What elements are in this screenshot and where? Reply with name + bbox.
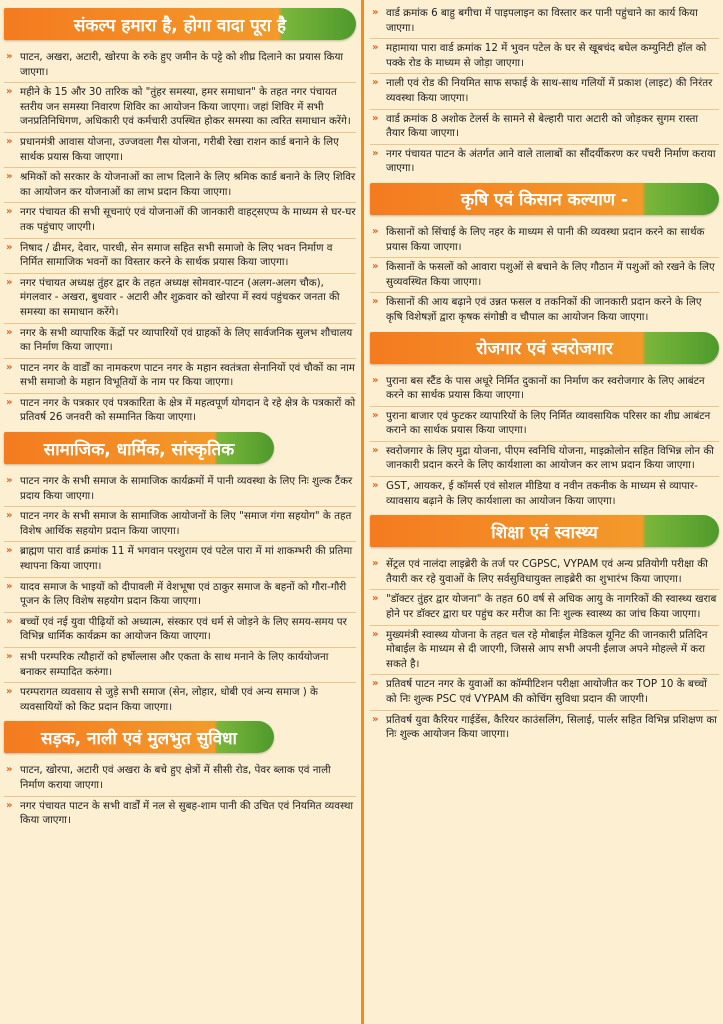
list-item-text: सेंट्रल एवं नालंदा लाइब्रेरी के तर्ज पर CGPSC, VYPAM एवं अन्य प्रतियोगी परीक्षा की तैयारी कर रहे युवाओं के लिए सर्वसुविधायुक्त लाइब्रेरी का शुभारंभ किया जाएगा। bbox=[386, 558, 708, 585]
list-item-text: किसानों की आय बढ़ाने एवं उन्नत फसल व तकनिकों की जानकारी प्रदान करने के लिए कृषि विशेषज्ञों द्वारा कृषक संगोष्ठी व चौपाल का आयोजन किया जाएगा। bbox=[386, 296, 702, 323]
bullet-icon: » bbox=[6, 396, 13, 408]
list-item-text: महीने के 15 और 30 तारिक को "तुंहर समस्या, हमर समाधान" के तहत नगर पंचायत स्तरीय जन समस्या निवारण शिविर का आयोजन किया जाएगा। जहां शिविर में सभी जनप्रतिनिधिगण, अधिकारी एवं कर्मचारी उपस्थित होकर समस्या का त्वरित समाधान करेंगे। bbox=[20, 86, 351, 128]
employment-list bbox=[370, 372, 719, 512]
bullet-icon: » bbox=[372, 296, 379, 308]
bullet-icon: » bbox=[372, 42, 379, 54]
list-item-text: महामाया पारा वार्ड क्रमांक 12 में भुवन पटेल के घर से खूबचंद बघेल कम्युनिटी हॉल को पक्के रोड के माध्यम से जोड़ा जाएगा। bbox=[386, 42, 707, 69]
list-item-text: किसानों के फसलों को आवारा पशुओं से बचाने के लिए गौठान में पशुओं को रखने के लिए सुव्यवस्थित किया जाएगा। bbox=[386, 261, 715, 288]
list-item bbox=[4, 239, 356, 274]
section-heading-promise bbox=[4, 8, 356, 40]
list-item bbox=[4, 472, 356, 507]
bullet-icon: » bbox=[6, 799, 13, 811]
list-item-text: परम्परागत व्यवसाय से जुड़े सभी समाज (सेन, लोहार, धोबी एवं अन्य समाज ) के व्यवसायियों को किट प्रदान किया जाएगा। bbox=[20, 686, 318, 713]
list-item-text: बच्चों एवं नई युवा पीढ़ियों को अध्यात्म, संस्कार एवं धर्म से जोड़ने के लिए समय-समय पर विभिन्न धार्मिक कार्यक्रम का आयोजन किया जाएगा। bbox=[20, 615, 347, 643]
social-list bbox=[4, 472, 356, 717]
list-item bbox=[370, 74, 719, 109]
list-item bbox=[4, 542, 356, 577]
promise-list bbox=[4, 48, 356, 428]
list-item-text: मुख्यमंत्री स्वास्थ्य योजना के तहत चल रहे मोबाईल मेडिकल यूनिट की जानकारी प्रतिदिन मोबाईल के माध्यम से दी जाएगी, जिससे आप सभी अपनी ईलाज अपने मोहल्ले में करा सकते है। bbox=[386, 628, 708, 670]
bullet-icon: » bbox=[372, 409, 379, 421]
list-item-text: प्रधानमंत्री आवास योजना, उज्जवला गैस योजना, गरीबी रेखा राशन कार्ड बनाने के लिए सार्थक प्रयास किया जाएगा। bbox=[20, 135, 339, 163]
bullet-icon: » bbox=[6, 276, 13, 288]
list-item-text: नगर पंचायत पाटन के सभी वार्डों में नल से सुबह-शाम पानी की उचित एवं नियमित व्यवस्था किया जाएगा। bbox=[20, 799, 354, 827]
list-item bbox=[4, 359, 356, 394]
list-item-text: GST, आयकर, ई कॉमर्स एवं सोशल मीडिया व नवीन तकनीक के माध्यम से व्यापार-व्यावसाय बढ़ाने के लिए कार्यशाला का आयोजन किया जाएगा। bbox=[386, 480, 698, 507]
list-item bbox=[4, 48, 356, 83]
list-item-text: "डॉक्टर तुंहर द्वार योजना" के तहत 60 वर्ष से अधिक आयु के नागरिकों की स्वास्थ्य खराब होने पर डॉक्टर द्वारा घर पहुंच कर मरीज का निः शुल्क स्वास्थ्य का जांच किया जाएगा। bbox=[386, 593, 717, 621]
list-item-text: वार्ड क्रमांक 6 बाहु बगीचा में पाइपलाइन का विस्तार कर पानी पहुंचाने का कार्य किया जाएगा। bbox=[386, 7, 698, 34]
bullet-icon: » bbox=[372, 374, 379, 386]
list-item bbox=[370, 626, 719, 676]
bullet-icon: » bbox=[372, 628, 379, 640]
list-item bbox=[370, 223, 719, 258]
bullet-icon: » bbox=[6, 326, 13, 338]
list-item bbox=[370, 477, 719, 511]
bullet-icon: » bbox=[6, 171, 13, 183]
list-item bbox=[370, 39, 719, 74]
section-heading-education-health bbox=[370, 515, 719, 547]
list-item-text: किसानों को सिंचाई के लिए नहर के माध्यम से पानी की व्यवस्था प्रदान करने का सार्थक प्रयास किया जाएगा। bbox=[386, 225, 705, 253]
list-item bbox=[4, 648, 356, 683]
list-item-text: पाटन नगर के वार्डों का नामकरण पाटन नगर के महान स्वतंत्रता सेनानियों एवं चौकों का नाम सभी समाजो के महान विभूतियों के नाम पर किया जाएगा। bbox=[20, 361, 355, 389]
section-title: रोजगार एवं स्वरोजगार bbox=[476, 339, 613, 359]
list-item-text: पाटन, अखरा, अटारी, खोरपा के रुके हुए जमीन के पट्टे को शीघ्र दिलाने का प्रयास किया जाएगा। bbox=[20, 51, 344, 78]
section-title: सामाजिक, धार्मिक, सांस्कृतिक bbox=[43, 439, 235, 460]
list-item-text: पाटन, खोरपा, अटारी एवं अखरा के बचे हुए क्षेत्रों में सीसी रोड, पेवर ब्लाक एवं नाली निर्माण कराया जाएगा। bbox=[20, 764, 331, 791]
list-item-text: नगर पंचायत अध्यक्ष तुंहर द्वार के तहत अध्यक्ष सोमवार-पाटन (अलग-अलग चौक), मंगलवार - अखरा, बुधवार - अटारी और शुक्रवार को खोरपा में स्वयं पहुंचकर जनता की समस्या का समाधान करेंगे। bbox=[20, 276, 340, 318]
section-heading-social bbox=[4, 432, 274, 464]
bullet-icon: » bbox=[6, 651, 13, 662]
list-item-text: ब्राह्मण पारा वार्ड क्रमांक 11 में भगवान परशुराम एवं पटेल पारा में मां शाकम्भरी की प्रतिमा स्थापना किया जाएगा। bbox=[20, 545, 353, 573]
list-item bbox=[4, 203, 356, 238]
bullet-icon: » bbox=[372, 480, 379, 492]
list-item-text: पाटन नगर के सभी समाज के सामाजिक कार्यक्रमों में पानी व्यवस्था के लिए निः शुल्क टैंकर प्रदाय किया जाएगा। bbox=[20, 475, 353, 502]
list-item-text: यादव समाज के भाइयों को दीपावली में वेशभूषा एवं ठाकुर समाज के बहनों को गौरा-गौरी पूजन के लिए विशेष सहयोग प्रदान किया जाएगा। bbox=[20, 580, 347, 608]
list-item bbox=[4, 683, 356, 717]
list-item-text: स्वरोजगार के लिए मुद्रा योजना, पीएम स्वनिधि योजना, माइक्रोलोन सहित विभिन्न लोन की जानकारी प्रदान करने के लिए कार्यशाला का आयोजन कर लाभ प्रदान किया जाएगा। bbox=[386, 444, 714, 472]
list-item bbox=[4, 613, 356, 648]
section-heading-employment bbox=[370, 332, 719, 364]
bullet-icon: » bbox=[6, 580, 13, 592]
list-item bbox=[4, 83, 356, 133]
bullet-icon: » bbox=[372, 593, 379, 605]
list-item bbox=[370, 555, 719, 590]
bullet-icon: » bbox=[6, 545, 13, 557]
list-item bbox=[4, 168, 356, 203]
list-item bbox=[4, 507, 356, 542]
bullet-icon: » bbox=[6, 475, 13, 487]
list-item bbox=[370, 4, 719, 39]
bullet-icon: » bbox=[6, 51, 13, 62]
list-item bbox=[370, 407, 719, 442]
list-item bbox=[4, 394, 356, 428]
list-item-text: पुराना बस स्टैंड के पास अधूरे निर्मित दुकानों का निर्माण कर स्वरोजगार के लिए आबंटन करने का सार्थक प्रयास किया जाएगा। bbox=[386, 374, 705, 402]
list-item bbox=[370, 711, 719, 745]
section-heading-roads bbox=[4, 721, 274, 753]
bullet-icon: » bbox=[6, 241, 13, 253]
list-item bbox=[370, 258, 719, 293]
list-item bbox=[370, 145, 719, 179]
bullet-icon: » bbox=[372, 225, 379, 237]
section-title: कृषि एवं किसान कल्याण - bbox=[460, 190, 629, 211]
list-item-text: पाटन नगर के सभी समाज के सामाजिक आयोजनों के लिए "समाज गंगा सहयोग" के तहत विशेष आर्थिक सहयोग प्रदान किया जाएगा। bbox=[20, 510, 352, 537]
bullet-icon: » bbox=[372, 147, 379, 159]
section-title: शिक्षा एवं स्वास्थ्य bbox=[491, 522, 598, 543]
list-item bbox=[4, 274, 356, 324]
bullet-icon: » bbox=[372, 7, 379, 18]
bullet-icon: » bbox=[372, 444, 379, 456]
bullet-icon: » bbox=[372, 713, 379, 725]
list-item bbox=[4, 324, 356, 359]
bullet-icon: » bbox=[372, 678, 379, 690]
list-item bbox=[370, 110, 719, 145]
education-health-list bbox=[370, 555, 719, 745]
right-column bbox=[362, 0, 723, 1024]
list-item bbox=[4, 578, 356, 613]
list-item bbox=[4, 761, 356, 796]
section-title: सड़क, नाली एवं मुलभुत सुविधा bbox=[41, 728, 237, 749]
list-item-text: नगर पंचायत पाटन के अंतर्गत आने वाले तालाबों का सौंदर्यीकरण कर पचरी निर्माण कराया जाएगा। bbox=[386, 147, 716, 175]
list-item bbox=[370, 293, 719, 327]
bullet-icon: » bbox=[6, 206, 13, 218]
list-item-text: वार्ड क्रमांक 8 अशोक टेलर्स के सामने से बेल्हारी पारा अटारी को जोड़कर सुगम रास्ता तैयार किया जाएगा। bbox=[386, 112, 699, 140]
bullet-icon: » bbox=[6, 510, 13, 522]
list-item-text: श्रमिकों को सरकार के योजनाओं का लाभ दिलाने के लिए श्रमिक कार्ड बनाने के लिए शिविर का आयोजन कर योजनाओं का लाभ प्रदान किया जाएगा। bbox=[20, 171, 356, 198]
section-heading-agriculture bbox=[370, 183, 719, 215]
list-item bbox=[370, 590, 719, 625]
list-item bbox=[370, 442, 719, 477]
bullet-icon: » bbox=[372, 261, 379, 273]
list-item-text: प्रतिवर्ष पाटन नगर के युवाओं का कॉम्पीटिशन परीक्षा आयोजीत कर TOP 10 के बच्चों को निः शुल्क PSC एवं VYPAM की कोचिंग सुविधा प्रदान की जाएगी। bbox=[386, 678, 707, 705]
list-item-text: पुराना बाजार एवं फुटकर व्यापारियों के लिए निर्मित व्यावसायिक परिसर का शीघ्र आबंटन कराने का सार्थक प्रयास किया जाएगा। bbox=[386, 409, 711, 437]
bullet-icon: » bbox=[372, 558, 379, 570]
roads-list bbox=[4, 761, 356, 830]
list-item bbox=[4, 133, 356, 168]
bullet-icon: » bbox=[6, 135, 13, 147]
list-item-text: पाटन नगर के पत्रकार एवं पत्रकारिता के क्षेत्र में महत्वपूर्ण योगदान दे रहे क्षेत्र के पत्रकारों को प्रतिवर्ष 26 जनवरी को सम्मानित किया जाएगा। bbox=[20, 396, 356, 424]
bullet-icon: » bbox=[372, 77, 379, 89]
roads-continued-list bbox=[370, 4, 719, 179]
bullet-icon: » bbox=[372, 112, 379, 124]
bullet-icon: » bbox=[6, 86, 13, 98]
list-item-text: नाली एवं रोड की नियमित साफ सफाई के साथ-साथ गलियों में प्रकाश (लाइट) की निरंतर व्यवस्था किया जाएगा। bbox=[386, 77, 713, 104]
bullet-icon: » bbox=[6, 361, 13, 373]
list-item bbox=[370, 372, 719, 407]
bullet-icon: » bbox=[6, 764, 13, 776]
bullet-icon: » bbox=[6, 615, 13, 627]
bullet-icon: » bbox=[6, 686, 13, 698]
section-title: संकल्प हमारा है, होगा वादा पूरा है bbox=[73, 15, 287, 36]
agriculture-list bbox=[370, 223, 719, 328]
list-item-text: नगर पंचायत की सभी सूचनाएं एवं योजनाओं की जानकारी वाहट्सएप्प के माध्यम से घर-घर तक पहुंचाए जाएगी। bbox=[20, 206, 356, 233]
list-item bbox=[4, 797, 356, 831]
list-item-text: सभी परम्परिक त्यौहारों को हर्षोल्लास और एकता के साथ मनाने के लिए कार्ययोजना बनाकर सम्पादित करुंगा। bbox=[20, 651, 329, 678]
list-item-text: नगर के सभी व्यापारिक केंद्रों पर व्यापारियों एवं ग्राहकों के लिए सार्वजनिक सुलभ शौचालय का निर्माण किया जाएगा। bbox=[20, 326, 353, 354]
list-item-text: निषाद / ढीमर, देवार, पारधी, सेन समाज सहित सभी समाजो के लिए भवन निर्माण व निर्मित सामाजिक भवनों का विस्तार करने के सार्थक प्रयास किया जाएगा। bbox=[20, 241, 333, 269]
list-item-text: प्रतिवर्ष युवा कैरियर गाईडेंस, कैरियर काउंसलिंग, सिलाई, पार्लर सहित विभिन्न प्रशिक्षण का निः शुल्क आयोजन किया जाएगा। bbox=[386, 713, 717, 741]
list-item bbox=[370, 675, 719, 710]
